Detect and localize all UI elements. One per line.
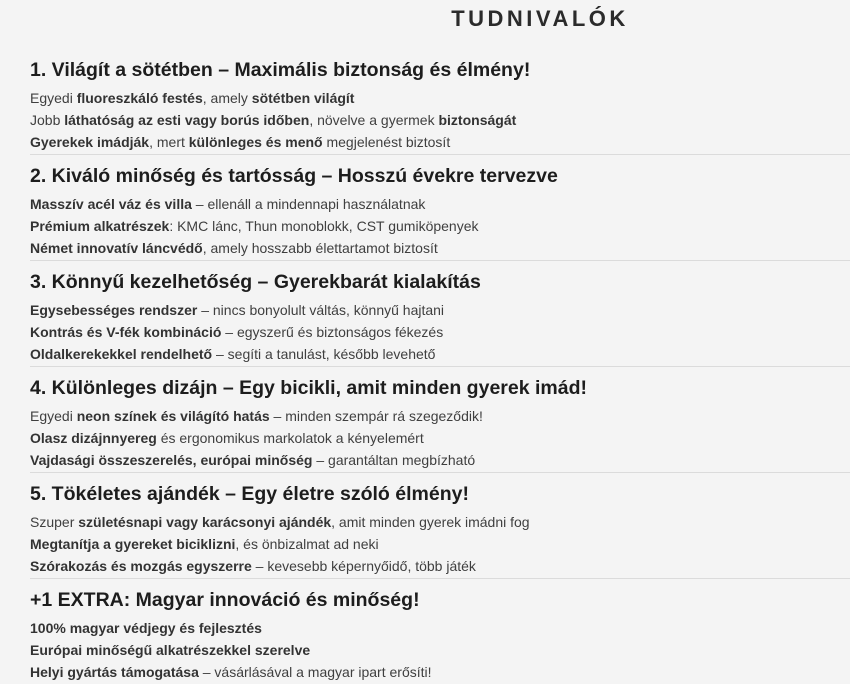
info-section xyxy=(30,472,850,578)
section-line xyxy=(30,617,850,639)
line-text-bold: Egysebességes rendszer xyxy=(30,302,198,318)
line-text: , növelve a gyermek xyxy=(309,112,439,128)
line-text: Szuper xyxy=(30,514,79,530)
section-line xyxy=(30,639,850,661)
line-text: , mert xyxy=(149,134,189,150)
section-line xyxy=(30,661,850,683)
line-text-bold: Német innovatív láncvédő xyxy=(30,240,203,256)
line-text-bold: biztonságát xyxy=(438,112,517,128)
line-text-bold: Masszív acél váz és villa xyxy=(30,196,192,212)
line-text: Jobb xyxy=(30,112,65,128)
section-heading: 2. Kiváló minőség és tartósság – Hosszú évekre tervezve xyxy=(30,165,558,187)
line-text-bold: Gyerekek imádják xyxy=(30,134,150,150)
section-line xyxy=(30,405,850,427)
info-section xyxy=(30,578,850,684)
line-text-bold: Kontrás és V-fék kombináció xyxy=(30,324,222,340)
section-line xyxy=(30,87,850,109)
line-text: – garantáltan megbízható xyxy=(312,452,476,468)
line-text-bold: Szórakozás és mozgás egyszerre xyxy=(30,558,252,574)
line-text: és ergonomikus markolatok a kényelemért xyxy=(156,430,424,446)
section-heading: +1 EXTRA: Magyar innováció és minőség! xyxy=(30,589,420,611)
line-text: – egyszerű és biztonságos fékezés xyxy=(221,324,444,340)
line-text-bold: sötétben világít xyxy=(251,90,355,106)
line-text: : KMC lánc, Thun monoblokk, CST gumiköpenyek xyxy=(169,218,479,234)
line-text-bold: Vajdasági összeszerelés, európai minőség xyxy=(30,452,313,468)
line-text: , amely hosszabb élettartamot biztosít xyxy=(202,240,438,256)
line-text: – minden szempár rá szegeződik! xyxy=(269,408,483,424)
line-text-bold: Oldalkerekekkel rendelhető xyxy=(30,346,213,362)
content-container xyxy=(30,0,850,684)
line-text: megjelenést biztosít xyxy=(322,134,451,150)
line-text: , amely xyxy=(202,90,252,106)
section-heading: 3. Könnyű kezelhetőség – Gyerekbarát kialakítás xyxy=(30,271,481,293)
section-line xyxy=(30,427,850,449)
sections-container xyxy=(30,49,850,684)
section-line xyxy=(30,343,850,365)
section-line xyxy=(30,109,850,131)
line-text: Egyedi xyxy=(30,90,77,106)
line-text-bold: neon színek és világító hatás xyxy=(76,408,270,424)
section-heading: 4. Különleges dizájn – Egy bicikli, amit minden gyerek imád! xyxy=(30,377,587,399)
line-text-bold: Prémium alkatrészek xyxy=(30,218,170,234)
line-text: – segíti a tanulást, később levehető xyxy=(212,346,436,362)
line-text-bold: Európai minőségű alkatrészekkel szerelve xyxy=(30,642,311,658)
info-section xyxy=(30,260,850,366)
section-line xyxy=(30,511,850,533)
line-text-bold: Helyi gyártás támogatása xyxy=(30,664,199,680)
section-line xyxy=(30,131,850,153)
info-section xyxy=(30,366,850,472)
line-text: , amit minden gyerek imádni fog xyxy=(331,514,530,530)
line-text: , és önbizalmat ad neki xyxy=(235,536,379,552)
page-title: TUDNIVALÓK xyxy=(451,6,629,31)
line-text: – ellenáll a mindennapi használatnak xyxy=(191,196,426,212)
line-text-bold: fluoreszkáló festés xyxy=(76,90,203,106)
info-section xyxy=(30,154,850,260)
section-line xyxy=(30,299,850,321)
info-section xyxy=(30,49,850,154)
line-text-bold: születésnapi vagy karácsonyi ajándék xyxy=(78,514,332,530)
section-heading: 1. Világít a sötétben – Maximális biztonság és élmény! xyxy=(30,59,531,81)
line-text-bold: Olasz dizájnnyereg xyxy=(30,430,157,446)
line-text-bold: különleges és menő xyxy=(188,134,323,150)
line-text: Egyedi xyxy=(30,408,77,424)
section-line xyxy=(30,533,850,555)
line-text: – nincs bonyolult váltás, könnyű hajtani xyxy=(197,302,445,318)
line-text-bold: 100% magyar védjegy és fejlesztés xyxy=(30,620,262,636)
line-text-bold: Megtanítja a gyereket biciklizni xyxy=(30,536,236,552)
line-text: – kevesebb képernyőidő, több játék xyxy=(251,558,476,574)
section-line xyxy=(30,237,850,259)
line-text: – vásárlásával a magyar ipart erősíti! xyxy=(198,664,432,680)
section-line xyxy=(30,555,850,577)
line-text-bold: láthatóság az esti vagy borús időben xyxy=(64,112,310,128)
section-heading: 5. Tökéletes ajándék – Egy életre szóló élmény! xyxy=(30,483,469,505)
section-line xyxy=(30,215,850,237)
section-line xyxy=(30,193,850,215)
section-line xyxy=(30,321,850,343)
section-line xyxy=(30,449,850,471)
